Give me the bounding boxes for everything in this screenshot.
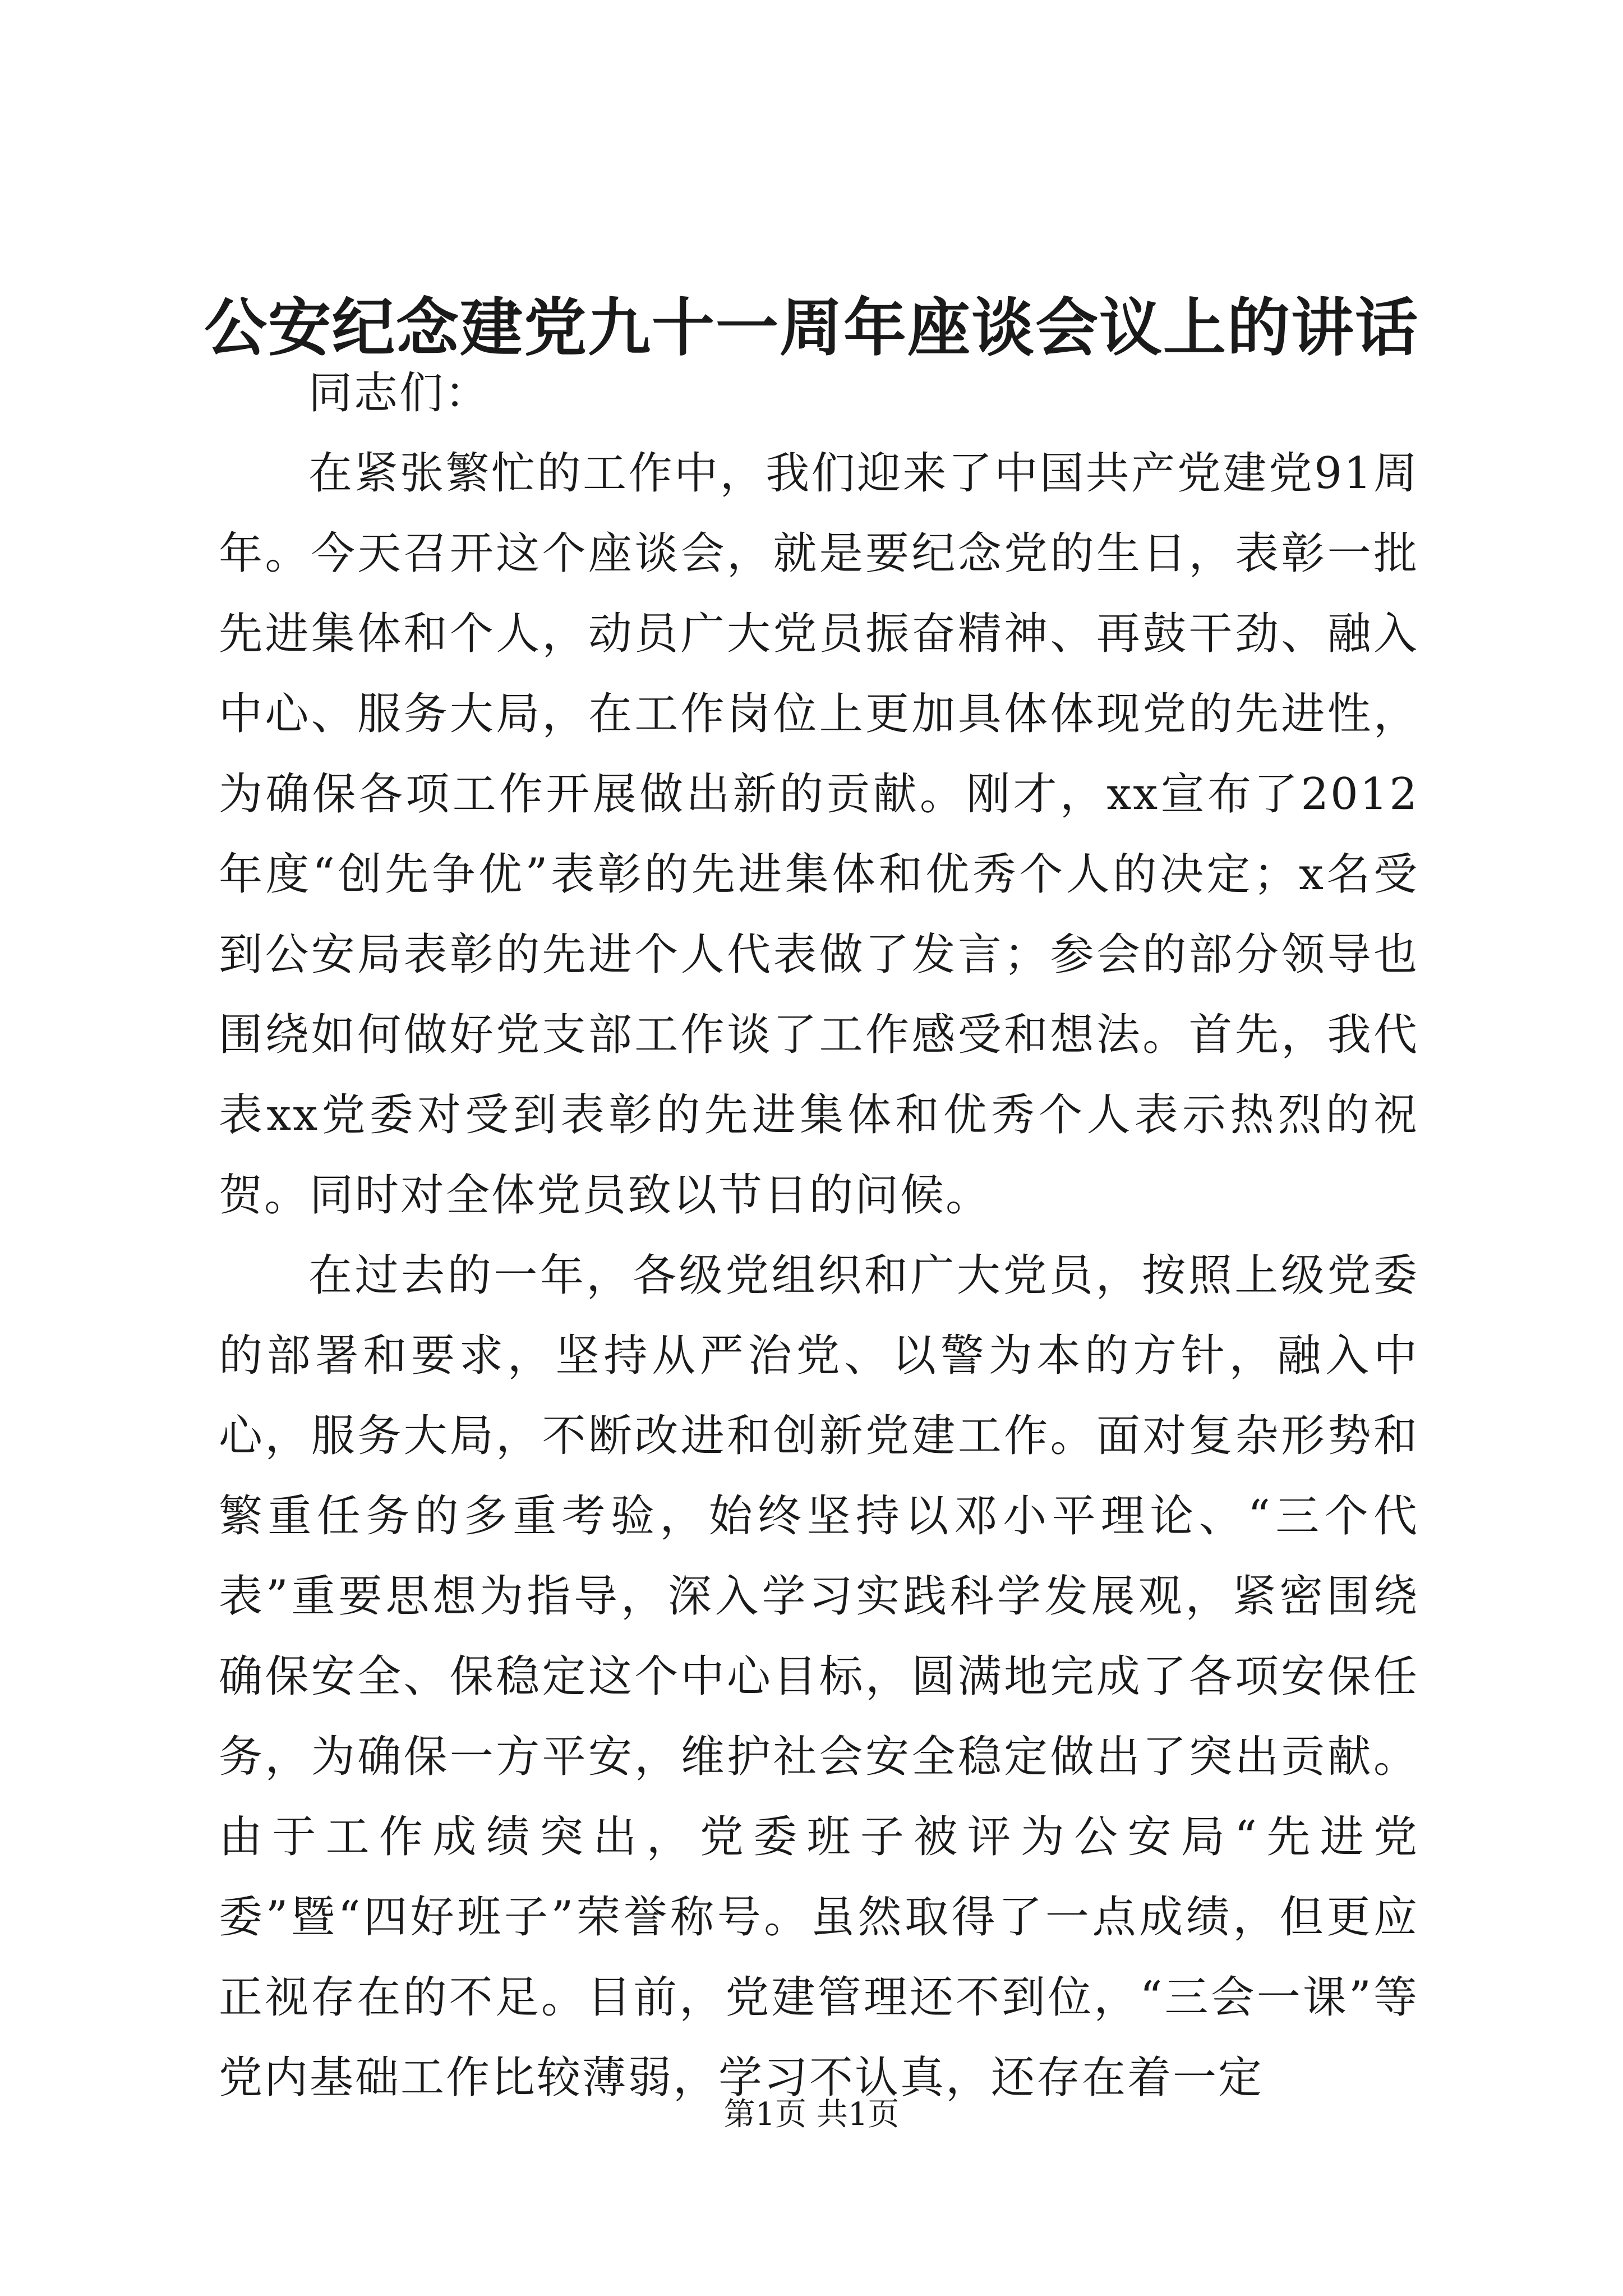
body-paragraph-1: 在紧张繁忙的工作中，我们迎来了中国共产党建党91周年。今天召开这个座谈会，就是要纪念党的生日，表彰一批先进集体和个人，动员广大党员振奋精神、再鼓干劲、融入中心、服务大局，在工作岗位上更加具体体现党的先进性，为确保各项工作开展做出新的贡献。刚才，xx宣布了2012年度“创先争优”表彰的先进集体和优秀个人的决定；x名受到公安局表彰的先进个人代表做了发言；参会的部分领导也围绕如何做好党支部工作谈了工作感受和想法。首先，我代表xx党委对受到表彰的先进集体和优秀个人表示热烈的祝贺。同时对全体党员致以节日的问候。 [219,448,1419,1221]
salutation-paragraph: 同志们： [308,368,491,418]
page-footer: 第1页 共1页 [723,2096,900,2133]
document-title: 公安纪念建党九十一周年座谈会议上的讲话 [204,291,1419,365]
body-paragraph-2: 在过去的一年，各级党组织和广大党员，按照上级党委的部署和要求，坚持从严治党、以警为本的方针，融入中心，服务大局，不断改进和创新党建工作。面对复杂形势和繁重任务的多重考验，始终坚持以邓小平理论、“三个代表”重要思想为指导，深入学习实践科学发展观，紧密围绕确保安全、保稳定这个中心目标，圆满地完成了各项安保任务，为确保一方平安，维护社会安全稳定做出了突出贡献。由于工作成绩突出，党委班子被评为公安局“先进党委”暨“四好班子”荣誉称号。虽然取得了一点成绩，但更应正视存在的不足。目前，党建管理还不到位，“三会一课”等党内基础工作比较薄弱，学习不认真，还存在着一定 [219,1250,1419,2103]
document-body [219,353,1419,2118]
